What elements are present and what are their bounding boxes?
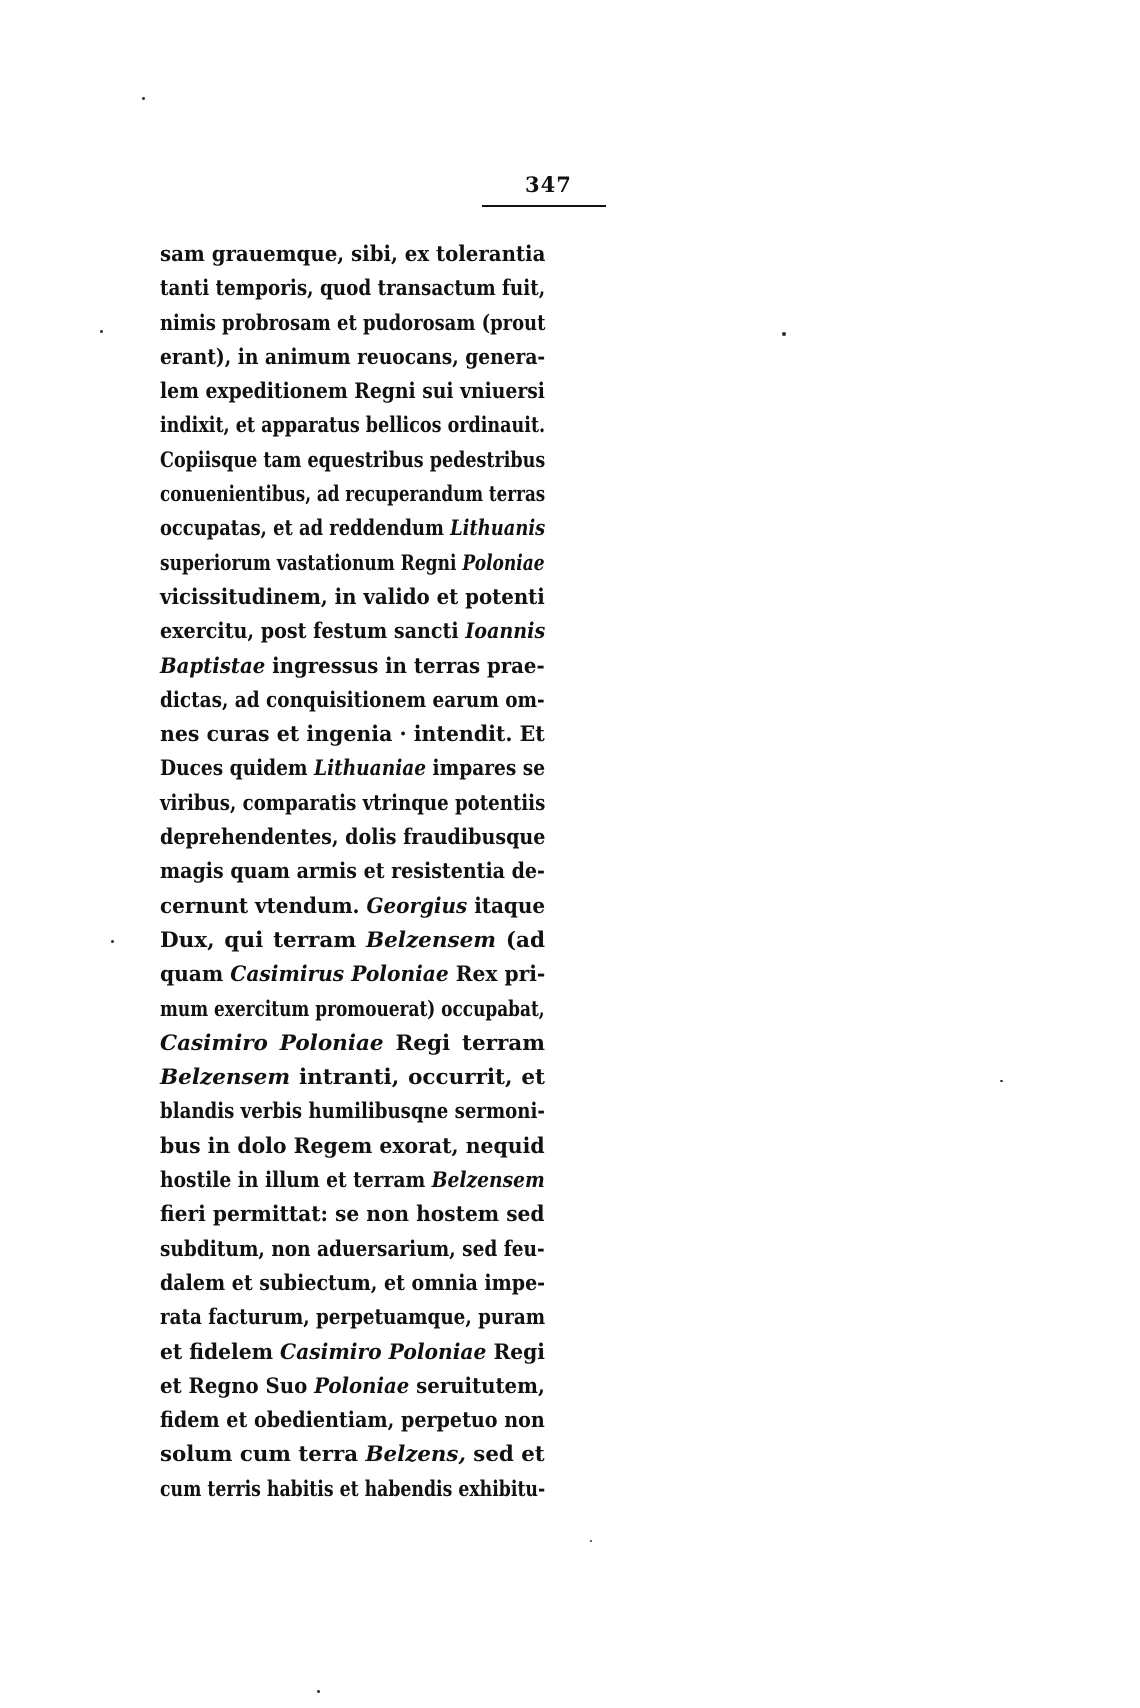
text-line [160, 855, 545, 889]
text-line [160, 1473, 546, 1507]
text-segment: Dux, qui terram [160, 927, 366, 953]
text-segment: conuenientibus, ad recuperandum terras [160, 482, 546, 508]
header-rule [482, 205, 606, 207]
text-segment: quam [160, 962, 231, 988]
text-segment: rata facturum, perpetuamque, puram [160, 1305, 546, 1331]
text-segment: bus in dolo Regem exorat, nequid [160, 1133, 545, 1159]
italic-name: Belzensem [431, 1168, 545, 1194]
text-line [160, 718, 545, 752]
text-line [160, 478, 546, 512]
text-segment: fidem et obedientiam, perpetuo non [160, 1408, 545, 1434]
text-line [160, 272, 546, 306]
text-segment: Regi terram [383, 1030, 545, 1056]
text-line [160, 1370, 545, 1404]
text-segment: Rex pri- [448, 962, 546, 988]
text-line [160, 615, 546, 649]
italic-name: Poloniae [314, 1373, 410, 1399]
text-line [160, 444, 546, 478]
text-segment: mum exercitum promouerat) occupabat, [160, 996, 545, 1022]
text-line [160, 1233, 545, 1267]
text-line [160, 1164, 545, 1198]
italic-name: Casimiro Poloniae [280, 1339, 487, 1365]
body-text [160, 238, 545, 1507]
scan-speck [1000, 1080, 1003, 1082]
italic-name: Baptistae [160, 653, 266, 679]
text-line [160, 684, 545, 718]
text-line [160, 1198, 545, 1232]
scan-speck [317, 1690, 320, 1693]
text-segment: nimis probrosam et pudorosam (prout [160, 310, 546, 336]
text-line [160, 1027, 545, 1061]
text-line [160, 1130, 545, 1164]
text-segment: sam grauemque, sibi, ex tolerantia [160, 242, 546, 267]
text-line [160, 1095, 545, 1129]
text-segment: dictas, ad conquisitionem earum om- [160, 687, 545, 713]
italic-name: Ioannis [465, 619, 546, 645]
text-line [160, 1301, 546, 1335]
text-line [160, 1061, 545, 1095]
text-segment: superiorum vastationum Regni [160, 550, 463, 576]
text-segment: ingressus in terras prae- [265, 653, 545, 679]
text-segment: solum cum terra [160, 1442, 366, 1468]
text-line [160, 238, 546, 272]
scan-speck [142, 97, 145, 100]
text-segment: nes curas et ingenia · intendit. Et [160, 722, 545, 748]
italic-name: Lithuaniae [314, 756, 427, 782]
text-line [160, 1267, 546, 1301]
text-line [160, 307, 546, 341]
text-line [160, 1438, 545, 1472]
italic-name: Belzensem [365, 927, 497, 953]
text-segment: impares se [426, 756, 545, 782]
text-segment: subditum, non aduersarium, sed feu- [160, 1236, 545, 1262]
scan-speck [782, 332, 786, 336]
text-segment: vicissitudinem, in valido et potenti [160, 584, 545, 610]
text-line [160, 581, 545, 615]
text-segment: et fidelem [160, 1339, 281, 1365]
page-number: 347 [525, 172, 572, 197]
text-segment: cum terris habitis et habendis exhibitu- [160, 1476, 546, 1502]
text-line [160, 993, 545, 1027]
text-segment: Copiisque tam equestribus pedestribus [160, 447, 546, 473]
text-segment: viribus, comparatis vtrinque potentiis [160, 790, 546, 816]
italic-name: Casimirus Poloniae [230, 962, 449, 988]
text-line [160, 787, 546, 821]
italic-name: Lithuanis [450, 516, 546, 542]
text-segment: et Regno Suo [160, 1373, 315, 1399]
italic-name: Belzensem [160, 1065, 291, 1091]
italic-name: Casimiro Poloniae [160, 1030, 384, 1056]
text-segment: occupatas, et ad reddendum [160, 516, 451, 542]
text-segment: intranti, occurrit, et [290, 1065, 545, 1091]
text-line [160, 821, 546, 855]
text-segment: fieri permittat: se non hostem sed [160, 1202, 545, 1228]
text-segment: magis quam armis et resistentia de- [160, 859, 545, 885]
italic-name: Poloniae [462, 550, 545, 576]
text-line [160, 958, 546, 992]
text-segment: (ad [496, 927, 546, 953]
italic-name: Georgius [366, 893, 468, 919]
text-segment: itaque [467, 893, 546, 919]
scan-speck [100, 330, 103, 333]
text-line [160, 752, 545, 786]
text-line [160, 924, 545, 958]
text-line [160, 409, 546, 443]
text-segment: tanti temporis, quod transactum fuit, [160, 276, 546, 302]
text-segment: sed et [465, 1442, 545, 1468]
text-segment: indixit, et apparatus bellicos ordinauit. [160, 413, 546, 439]
text-segment: blandis verbis humilibusqne sermoni- [160, 1099, 545, 1125]
text-segment: deprehendentes, dolis fraudibusque [160, 825, 546, 851]
text-line [160, 650, 545, 684]
text-line [160, 1336, 545, 1370]
text-segment: cernunt vtendum. [160, 893, 367, 919]
text-line [160, 341, 546, 375]
text-segment: seruitutem, [409, 1373, 545, 1399]
text-segment: hostile in illum et terram [160, 1168, 432, 1194]
text-line [160, 890, 546, 924]
text-line [160, 512, 546, 546]
text-segment: Duces quidem [160, 756, 315, 782]
text-segment: Regi [486, 1339, 545, 1365]
scan-speck [590, 1540, 592, 1542]
italic-name: Belzens, [365, 1442, 466, 1468]
text-line [160, 375, 545, 409]
text-segment: exercitu, post festum sancti [160, 619, 466, 645]
text-line [160, 1404, 545, 1438]
text-segment: dalem et subiectum, et omnia impe- [160, 1270, 546, 1296]
text-segment: erant), in animum reuocans, genera- [160, 344, 546, 370]
text-line [160, 547, 545, 581]
text-segment: lem expeditionem Regni sui vniuersi [160, 379, 545, 405]
scan-speck [111, 940, 114, 943]
